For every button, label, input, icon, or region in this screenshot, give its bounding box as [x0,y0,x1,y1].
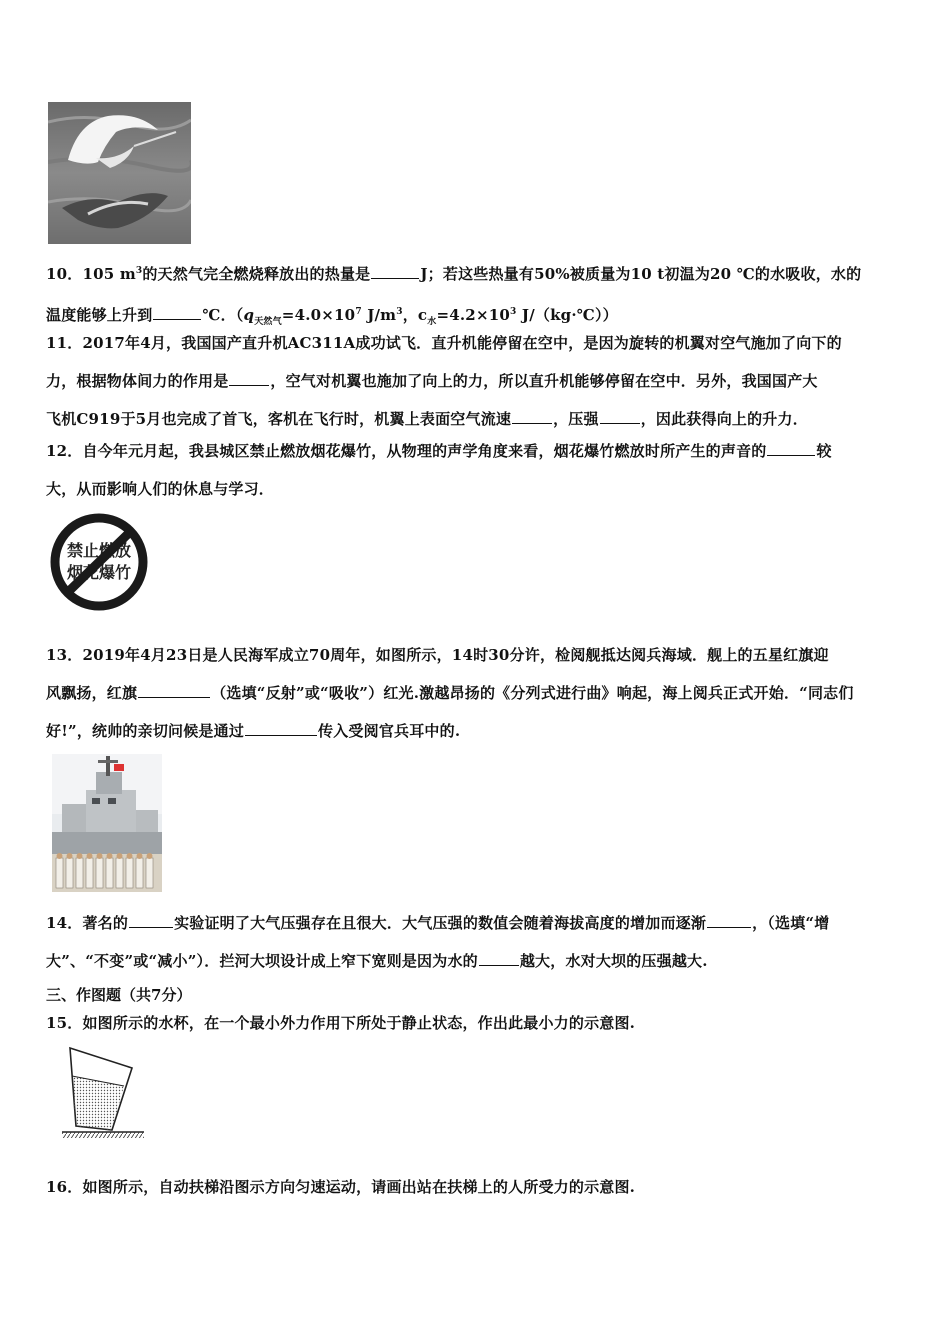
answer-blank[interactable] [138,679,210,698]
prohibition-icon [48,512,150,612]
question-11 [46,324,906,438]
water-cup-figure [58,1044,148,1140]
answer-blank[interactable] [245,717,317,736]
warship-image [52,754,162,892]
question-13-line-3: 好!”，统帅的亲切问候是通过 传入受阅官兵耳中的. [46,712,906,750]
answer-blank[interactable] [129,909,173,928]
question-12-line-1: 12．自今年元月起，我县城区禁止燃放烟花爆竹，从物理的声学角度来看，烟花爆竹燃放时所产生的声音的 较 [46,432,906,470]
answer-blank[interactable] [371,260,419,279]
tilted-cup-diagram [58,1044,148,1140]
answer-blank[interactable] [707,909,751,928]
sign-text-bottom: 烟花爆竹 [66,563,132,582]
answer-blank[interactable] [229,367,269,386]
question-11-line-3: 飞机C919于5月也完成了首飞，客机在飞行时，机翼上表面空气流速 ，压强 ，因此获得向上的升力． [46,400,906,438]
question-12-line-2: 大，从而影响人们的休息与学习． [46,480,275,498]
question-16: 16．如图所示，自动扶梯沿图示方向匀速运动，请画出站在扶梯上的人所受力的示意图. [46,1178,636,1196]
question-13-line-1: 13．2019年4月23日是人民海军成立70周年，如图所示，14时30分许，检阅舰抵达阅兵海域．舰上的五星红旗迎 [46,646,829,664]
question-11-line-2: 力，根据物体间力的作用是 ，空气对机翼也施加了向上的力，所以直升机能够停留在空中．另外，我国国产大 [46,362,906,400]
answer-blank[interactable] [512,405,552,424]
bird-photo-image [48,102,191,244]
answer-blank[interactable] [767,437,815,456]
sign-text-top: 禁止燃放 [66,541,132,560]
question-10-line-2: 温度能够上升到 ℃．（$q_{天然气}=4.0\times 10^7$ $J/m^3$，$c_水=4.2\times 10^3$ J/（kg·℃）） [46,293,906,341]
answer-blank[interactable] [153,301,201,320]
question-10-line-1: 10．105 $m^3$的天然气完全燃烧释放出的热量是 J；若这些热量有50%被质量为10 t初温为20 ℃的水吸收，水的 [46,252,906,293]
question-13-line-2: 风飘扬，红旗 （选填“反射”或“吸收”）红光.激越昂扬的《分列式进行曲》响起，海上阅兵正式开始．“同志们 [46,674,906,712]
question-14 [46,904,906,980]
question-14-line-2: 大”、“不变”或“减小”）．拦河大坝设计成上窄下宽则是因为水的 越大，水对大坝的压强越大. [46,942,906,980]
question-13 [46,636,906,750]
question-11-line-1: 11．2017年4月，我国国产直升机AC311A成功试飞．直升机能停留在空中，是因为旋转的机翼对空气施加了向下的 [46,334,842,352]
no-fireworks-sign [48,512,150,612]
bird-photo [48,102,191,244]
question-15: 15．如图所示的水杯，在一个最小外力作用下所处于静止状态，作出此最小力的示意图. [46,1014,636,1032]
section-heading: 三、作图题（共7分） [46,986,192,1004]
question-12 [46,432,906,508]
warship-photo [52,754,162,892]
question-14-line-1: 14．著名的 实验证明了大气压强存在且很大．大气压强的数值会随着海拔高度的增加而逐渐 ，（选填“增 [46,904,906,942]
answer-blank[interactable] [600,405,640,424]
answer-blank[interactable] [479,947,519,966]
